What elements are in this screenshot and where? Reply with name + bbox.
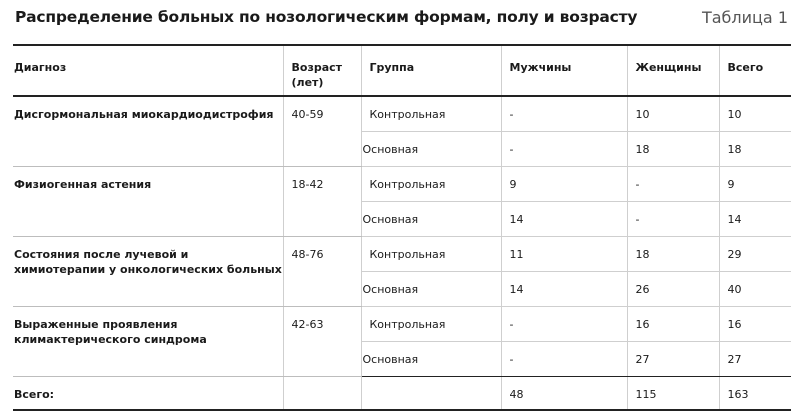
women-cell: 18	[627, 236, 719, 271]
header-age: Возраст (лет)	[283, 45, 361, 96]
group-cell: Контрольная	[361, 166, 501, 201]
men-cell: 9	[501, 166, 627, 201]
total-cell: 18	[719, 131, 791, 166]
age-cell: 40-59	[283, 96, 361, 166]
header-group: Группа	[361, 45, 501, 96]
men-cell: 14	[501, 271, 627, 306]
total-cell: 9	[719, 166, 791, 201]
total-cell: 14	[719, 201, 791, 236]
total-cell: 10	[719, 96, 791, 131]
group-cell: Основная	[361, 201, 501, 236]
group-cell: Контрольная	[361, 96, 501, 131]
group-cell: Основная	[361, 131, 501, 166]
group-cell: Основная	[361, 271, 501, 306]
totals-group-empty	[361, 376, 501, 410]
header-row	[13, 45, 791, 96]
header-men: Мужчины	[501, 45, 627, 96]
women-cell: 27	[627, 341, 719, 376]
table-row	[13, 166, 791, 201]
total-cell: 29	[719, 236, 791, 271]
totals-age-empty	[283, 376, 361, 410]
total-cell: 16	[719, 306, 791, 341]
men-cell: -	[501, 96, 627, 131]
age-cell: 48-76	[283, 236, 361, 306]
group-cell: Контрольная	[361, 236, 501, 271]
men-cell: -	[501, 341, 627, 376]
patient-distribution-table	[13, 44, 791, 411]
men-cell: -	[501, 131, 627, 166]
diagnosis-cell: Выраженные проявления климактерического синдрома	[13, 306, 283, 376]
table-row	[13, 236, 791, 271]
women-cell: -	[627, 166, 719, 201]
diagnosis-cell: Дисгормональная миокардиодистрофия	[13, 96, 283, 166]
group-cell: Основная	[361, 341, 501, 376]
totals-men: 48	[501, 376, 627, 410]
table-row	[13, 306, 791, 341]
header-total: Всего	[719, 45, 791, 96]
totals-women: 115	[627, 376, 719, 410]
table-number: Таблица 1	[701, 8, 788, 27]
women-cell: 16	[627, 306, 719, 341]
total-cell: 40	[719, 271, 791, 306]
header-women: Женщины	[627, 45, 719, 96]
men-cell: 11	[501, 236, 627, 271]
men-cell: -	[501, 306, 627, 341]
men-cell: 14	[501, 201, 627, 236]
totals-label: Всего:	[13, 376, 283, 410]
diagnosis-cell: Состояния после лучевой и химиотерапии у онкологических больных	[13, 236, 283, 306]
total-cell: 27	[719, 341, 791, 376]
header-diagnosis: Диагноз	[13, 45, 283, 96]
women-cell: 10	[627, 96, 719, 131]
women-cell: 18	[627, 131, 719, 166]
group-cell: Контрольная	[361, 306, 501, 341]
table-row	[13, 96, 791, 131]
women-cell: 26	[627, 271, 719, 306]
totals-total: 163	[719, 376, 791, 410]
diagnosis-cell: Физиогенная астения	[13, 166, 283, 236]
table-title: Распределение больных по нозологическим формам, полу и возрасту	[15, 8, 638, 26]
age-cell: 18-42	[283, 166, 361, 236]
women-cell: -	[627, 201, 719, 236]
totals-row	[13, 376, 791, 410]
age-cell: 42-63	[283, 306, 361, 376]
